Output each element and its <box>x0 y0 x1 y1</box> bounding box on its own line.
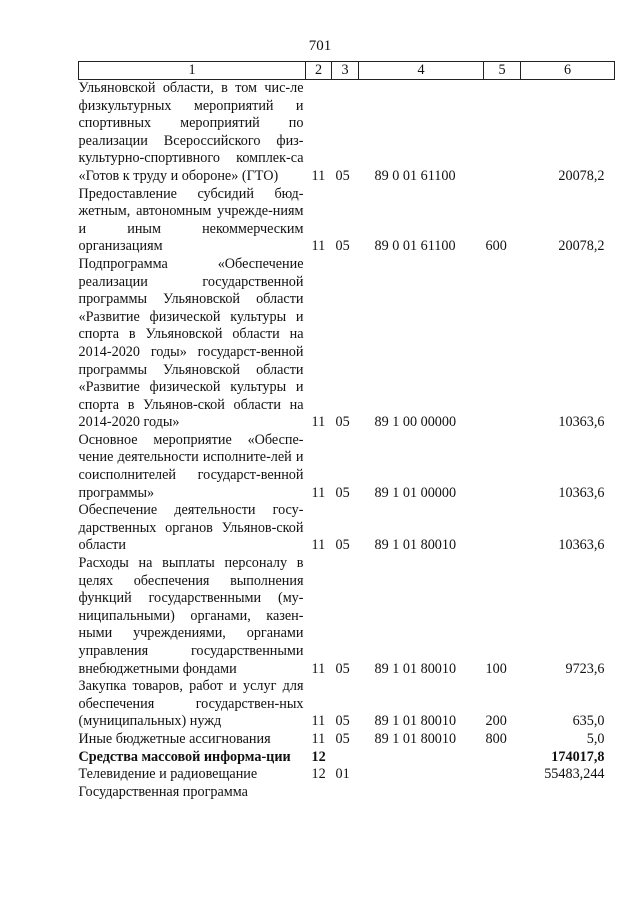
subsection-code: 05 <box>335 713 350 730</box>
expense-type-code <box>484 502 521 555</box>
section-code: 12 <box>311 748 326 765</box>
section-code: 11 <box>311 713 326 730</box>
table-row <box>79 80 615 186</box>
amount: 55483,244 <box>544 766 605 783</box>
subsection-code: 05 <box>335 484 350 501</box>
expense-type-code <box>484 432 521 502</box>
expense-type-code: 600 <box>485 238 507 255</box>
section-code: 11 <box>311 167 326 184</box>
section-code <box>306 784 332 802</box>
item-name: Иные бюджетные ассигнования <box>78 730 271 747</box>
subsection-code: 05 <box>335 238 350 255</box>
expense-type-code: 100 <box>485 660 507 677</box>
amount: 10363,6 <box>558 537 605 554</box>
target-article-code <box>359 766 484 784</box>
target-article-code: 89 1 01 00000 <box>374 484 457 501</box>
item-name: Расходы на выплаты персоналу в целях обеспечения выполнения функций государственными (му-ниципальными) органами, казен-ными учреждениями, органами управления государственными внебюджетными фондами <box>78 555 304 677</box>
expense-type-code <box>484 749 521 767</box>
amount: 5,0 <box>586 730 605 747</box>
table-row <box>79 784 615 802</box>
column-header: 4 <box>359 62 484 80</box>
table-row <box>79 766 615 784</box>
target-article-code: 89 1 01 80010 <box>374 537 457 554</box>
subsection-code: 05 <box>335 414 350 431</box>
table-row <box>79 186 615 256</box>
item-name: Обеспечение деятельности госу-дарственных органов Ульянов-ской области <box>78 502 304 554</box>
table-header-row <box>79 62 615 80</box>
expense-type-code <box>484 784 521 802</box>
target-article-code: 89 1 01 80010 <box>374 713 457 730</box>
amount: 20078,2 <box>558 167 605 184</box>
amount: 174017,8 <box>551 748 605 765</box>
table-row <box>79 731 615 749</box>
table-row <box>79 555 615 678</box>
expense-type-code: 200 <box>485 713 507 730</box>
item-name: Закупка товаров, работ и услуг для обеспечения государствен-ных (муниципальных) нужд <box>78 678 304 730</box>
subsection-code: 01 <box>335 766 350 783</box>
subsection-code <box>332 749 359 767</box>
expense-type-code <box>484 766 521 784</box>
table-row <box>79 678 615 731</box>
section-code: 12 <box>311 766 326 783</box>
amount: 10363,6 <box>558 484 605 501</box>
item-name: Предоставление субсидий бюд-жетным, автономным учрежде-ниям и иным некоммерческим организациям <box>78 185 304 255</box>
amount: 10363,6 <box>558 414 605 431</box>
target-article-code: 89 1 01 80010 <box>374 660 457 677</box>
item-name: Телевидение и радиовещание <box>78 766 258 783</box>
amount: 20078,2 <box>558 238 605 255</box>
amount: 9723,6 <box>565 660 605 677</box>
section-code: 11 <box>311 414 326 431</box>
subsection-code: 05 <box>335 730 350 747</box>
expense-type-code: 800 <box>485 730 507 747</box>
target-article-code: 89 1 00 00000 <box>374 414 457 431</box>
item-name: Ульяновской области, в том чис-ле физкультурных мероприятий и спортивных мероприятий по реализации Всероссийского физ-культурно-спортивного комплек-са «Готов к труду и обороне» (ГТО) <box>78 80 304 184</box>
column-header: 6 <box>521 62 615 80</box>
budget-table <box>78 61 615 801</box>
section-code: 11 <box>311 238 326 255</box>
table-row <box>79 749 615 767</box>
subsection-code: 05 <box>335 537 350 554</box>
table-row <box>79 502 615 555</box>
item-name: Средства массовой информа-ции <box>78 748 291 765</box>
expense-type-code <box>484 256 521 432</box>
section-code: 11 <box>311 484 326 501</box>
expense-type-code <box>484 80 521 186</box>
subsection-code: 05 <box>335 167 350 184</box>
target-article-code: 89 0 01 61100 <box>374 167 456 184</box>
item-name: Государственная программа <box>78 783 248 800</box>
table-row <box>79 432 615 502</box>
subsection-code <box>332 784 359 802</box>
column-header: 1 <box>79 62 306 80</box>
amount: 635,0 <box>572 713 605 730</box>
section-code: 11 <box>311 537 326 554</box>
target-article-code: 89 0 01 61100 <box>374 238 456 255</box>
column-header: 3 <box>332 62 359 80</box>
amount <box>521 784 615 802</box>
column-header: 5 <box>484 62 521 80</box>
section-code: 11 <box>311 660 326 677</box>
target-article-code <box>359 784 484 802</box>
target-article-code <box>359 749 484 767</box>
section-code: 11 <box>311 730 326 747</box>
table-row <box>79 256 615 432</box>
column-header: 2 <box>306 62 332 80</box>
item-name: Подпрограмма «Обеспечение реализации государственной программы Ульяновской области «Развитие физической культуры и спорта в Ульяновской области на 2014-2020 годы» государст-венной программы Ульяновской области «Развитие физической культуры и спорта в Ульянов-ской области на 2014-2020 годы» <box>78 255 304 431</box>
subsection-code: 05 <box>335 660 350 677</box>
item-name: Основное мероприятие «Обеспе-чение деятельности исполните-лей и соисполнителей государст-венной программы» <box>78 431 304 501</box>
page-number: 701 <box>308 38 332 54</box>
target-article-code: 89 1 01 80010 <box>374 730 457 747</box>
